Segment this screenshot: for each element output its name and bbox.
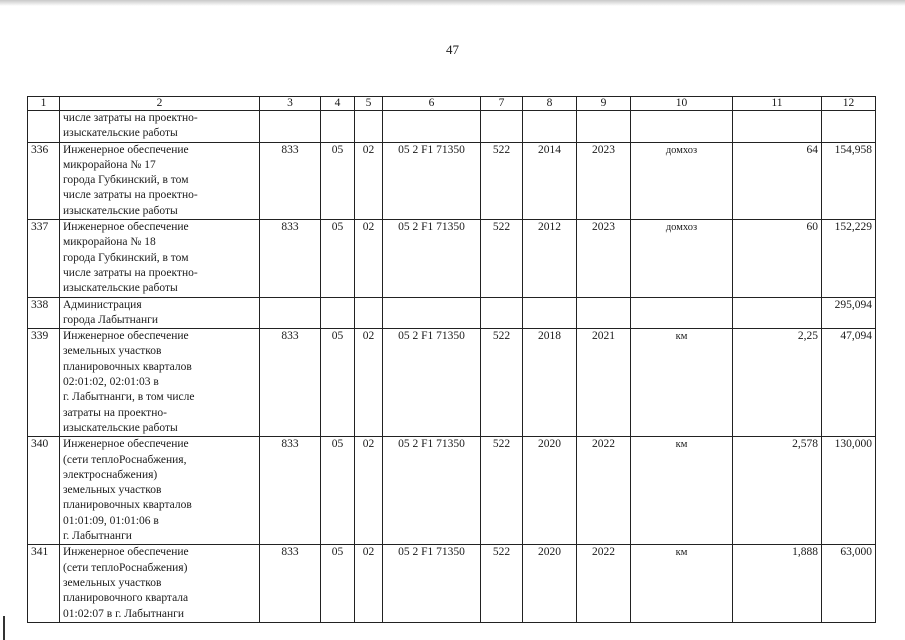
col-header: 12 <box>822 97 876 111</box>
amount: 63,000 <box>822 545 876 622</box>
col-header: 8 <box>523 97 577 111</box>
col-header: 10 <box>631 97 733 111</box>
scan-top-edge <box>0 0 905 6</box>
target-article-code: 05 2 F1 71350 <box>383 329 481 437</box>
target-article-code <box>383 111 481 143</box>
unit-of-measure: домхоз <box>631 142 733 219</box>
unit-of-measure: км <box>631 437 733 545</box>
item-name: Инженерное обеспечение земельных участков планировочных кварталов 02:01:02, 02:01:03 в г. Лабытнанги, в том числе затраты на проектно- изыскательские работы <box>60 329 260 437</box>
col-header: 5 <box>355 97 383 111</box>
amount: 152,229 <box>822 220 876 297</box>
table-row <box>28 220 876 297</box>
end-year <box>577 297 631 329</box>
amount: 154,958 <box>822 142 876 219</box>
section-code <box>321 297 355 329</box>
expense-type-code <box>481 297 523 329</box>
table-body <box>28 111 876 623</box>
col-header: 11 <box>733 97 822 111</box>
budget-table <box>27 96 876 623</box>
target-article-code: 05 2 F1 71350 <box>383 437 481 545</box>
expense-type-code: 522 <box>481 545 523 622</box>
section-code: 05 <box>321 142 355 219</box>
target-article-code <box>383 297 481 329</box>
ministry-code <box>260 297 321 329</box>
capacity: 2,578 <box>733 437 822 545</box>
unit-of-measure: домхоз <box>631 220 733 297</box>
ministry-code: 833 <box>260 545 321 622</box>
table-row <box>28 545 876 622</box>
amount: 47,094 <box>822 329 876 437</box>
end-year: 2023 <box>577 220 631 297</box>
col-header: 2 <box>60 97 260 111</box>
unit-of-measure <box>631 297 733 329</box>
target-article-code: 05 2 F1 71350 <box>383 545 481 622</box>
ministry-code: 833 <box>260 220 321 297</box>
capacity: 64 <box>733 142 822 219</box>
expense-type-code: 522 <box>481 220 523 297</box>
capacity <box>733 297 822 329</box>
amount: 295,094 <box>822 297 876 329</box>
scan-margin-mark <box>3 616 5 640</box>
row-number: 336 <box>28 142 60 219</box>
capacity: 60 <box>733 220 822 297</box>
section-code: 05 <box>321 329 355 437</box>
end-year <box>577 111 631 143</box>
start-year <box>523 297 577 329</box>
row-number: 338 <box>28 297 60 329</box>
row-number: 340 <box>28 437 60 545</box>
col-header: 9 <box>577 97 631 111</box>
table-row <box>28 111 876 143</box>
amount: 130,000 <box>822 437 876 545</box>
start-year: 2020 <box>523 545 577 622</box>
section-code: 05 <box>321 545 355 622</box>
start-year: 2020 <box>523 437 577 545</box>
item-name: числе затраты на проектно- изыскательские работы <box>60 111 260 143</box>
capacity: 2,25 <box>733 329 822 437</box>
col-header: 7 <box>481 97 523 111</box>
end-year: 2021 <box>577 329 631 437</box>
start-year: 2018 <box>523 329 577 437</box>
subsection-code: 02 <box>355 220 383 297</box>
subsection-code: 02 <box>355 142 383 219</box>
item-name: Инженерное обеспечение микрорайона № 18 города Губкинский, в том числе затраты на проектно- изыскательские работы <box>60 220 260 297</box>
row-number: 337 <box>28 220 60 297</box>
target-article-code: 05 2 F1 71350 <box>383 220 481 297</box>
item-name: Инженерное обеспечение (сети теплоРоснабжения) земельных участков планировочного квартала 01:02:07 в г. Лабытнанги <box>60 545 260 622</box>
subsection-code: 02 <box>355 329 383 437</box>
start-year <box>523 111 577 143</box>
section-code: 05 <box>321 220 355 297</box>
table-row <box>28 297 876 329</box>
expense-type-code <box>481 111 523 143</box>
subsection-code <box>355 297 383 329</box>
ministry-code: 833 <box>260 142 321 219</box>
col-header: 3 <box>260 97 321 111</box>
expense-type-code: 522 <box>481 142 523 219</box>
ministry-code: 833 <box>260 437 321 545</box>
unit-of-measure <box>631 111 733 143</box>
col-header: 1 <box>28 97 60 111</box>
page-number: 47 <box>446 42 459 57</box>
subsection-code: 02 <box>355 437 383 545</box>
item-name: Инженерное обеспечение микрорайона № 17 города Губкинский, в том числе затраты на проектно- изыскательские работы <box>60 142 260 219</box>
expense-type-code: 522 <box>481 437 523 545</box>
table-row <box>28 437 876 545</box>
end-year: 2022 <box>577 437 631 545</box>
section-code: 05 <box>321 437 355 545</box>
table-row <box>28 142 876 219</box>
header-row <box>28 97 876 111</box>
ministry-code <box>260 111 321 143</box>
item-name: Инженерное обеспечение (сети теплоРоснабжения, электроснабжения) земельных участков планировочных кварталов 01:01:09, 01:01:06 в г. Лабытнанги <box>60 437 260 545</box>
row-number: 341 <box>28 545 60 622</box>
item-name: Администрация города Лабытнанги <box>60 297 260 329</box>
unit-of-measure: км <box>631 545 733 622</box>
row-number <box>28 111 60 143</box>
ministry-code: 833 <box>260 329 321 437</box>
col-header: 4 <box>321 97 355 111</box>
subsection-code: 02 <box>355 545 383 622</box>
expense-type-code: 522 <box>481 329 523 437</box>
capacity <box>733 111 822 143</box>
end-year: 2023 <box>577 142 631 219</box>
amount <box>822 111 876 143</box>
section-code <box>321 111 355 143</box>
end-year: 2022 <box>577 545 631 622</box>
target-article-code: 05 2 F1 71350 <box>383 142 481 219</box>
start-year: 2014 <box>523 142 577 219</box>
capacity: 1,888 <box>733 545 822 622</box>
table-row <box>28 329 876 437</box>
subsection-code <box>355 111 383 143</box>
col-header: 6 <box>383 97 481 111</box>
start-year: 2012 <box>523 220 577 297</box>
unit-of-measure: км <box>631 329 733 437</box>
row-number: 339 <box>28 329 60 437</box>
